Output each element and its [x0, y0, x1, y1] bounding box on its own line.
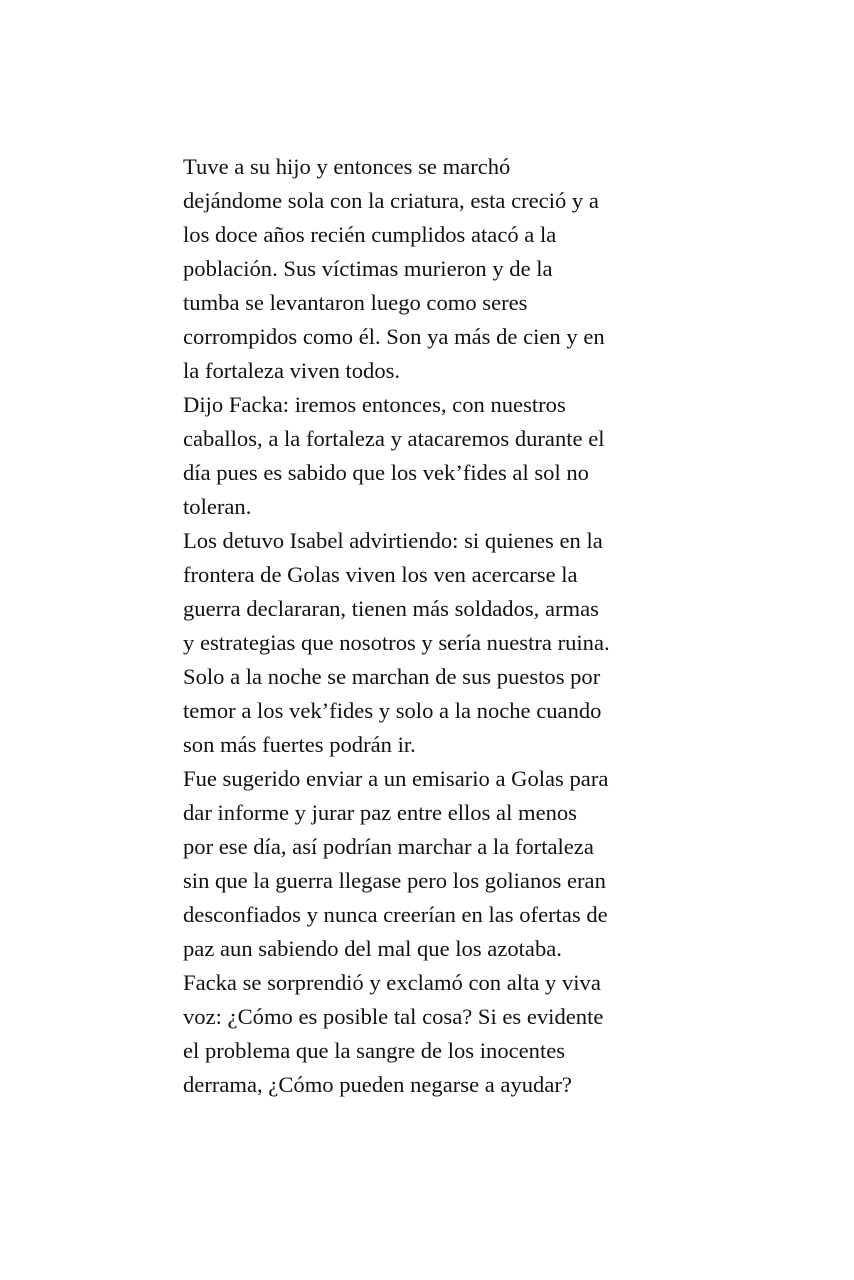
- text-line: tumba se levantaron luego como seres: [183, 290, 528, 315]
- text-line: frontera de Golas viven los ven acercarse la: [183, 562, 578, 587]
- text-line: día pues es sabido que los vek’fides al sol no: [183, 460, 589, 485]
- text-line: paz aun sabiendo del mal que los azotaba.: [183, 936, 562, 961]
- text-line: los doce años recién cumplidos atacó a la: [183, 222, 557, 247]
- text-line: guerra declararan, tienen más soldados, armas: [183, 596, 599, 621]
- text-line: Facka se sorprendió y exclamó con alta y viva: [183, 970, 601, 995]
- text-line: la fortaleza viven todos.: [183, 358, 401, 383]
- text-line: Los detuvo Isabel advirtiendo: si quienes en la: [183, 528, 603, 553]
- text-line: dar informe y jurar paz entre ellos al menos: [183, 800, 577, 825]
- text-line: y estrategias que nosotros y sería nuestra ruina.: [183, 630, 610, 655]
- body-text: [183, 150, 683, 1102]
- text-line: temor a los vek’fides y solo a la noche cuando: [183, 698, 602, 723]
- text-line: dejándome sola con la criatura, esta creció y a: [183, 188, 599, 213]
- text-line: caballos, a la fortaleza y atacaremos durante el: [183, 426, 605, 451]
- text-line: el problema que la sangre de los inocentes: [183, 1038, 566, 1063]
- text-line: por ese día, así podrían marchar a la fortaleza: [183, 834, 594, 859]
- text-line: son más fuertes podrán ir.: [183, 732, 416, 757]
- text-line: Dijo Facka: iremos entonces, con nuestros: [183, 392, 566, 417]
- text-line: desconfiados y nunca creerían en las ofertas de: [183, 902, 608, 927]
- text-line: Fue sugerido enviar a un emisario a Golas para: [183, 766, 609, 791]
- text-line: corrompidos como él. Son ya más de cien y en: [183, 324, 605, 349]
- text-line: Solo a la noche se marchan de sus puestos por: [183, 664, 601, 689]
- text-line: sin que la guerra llegase pero los golianos eran: [183, 868, 606, 893]
- text-line: toleran.: [183, 494, 252, 519]
- text-line: voz: ¿Cómo es posible tal cosa? Si es evidente: [183, 1004, 604, 1029]
- text-line: Tuve a su hijo y entonces se marchó: [183, 154, 511, 179]
- text-line: derrama, ¿Cómo pueden negarse a ayudar?: [183, 1072, 572, 1097]
- text-line: población. Sus víctimas murieron y de la: [183, 256, 553, 281]
